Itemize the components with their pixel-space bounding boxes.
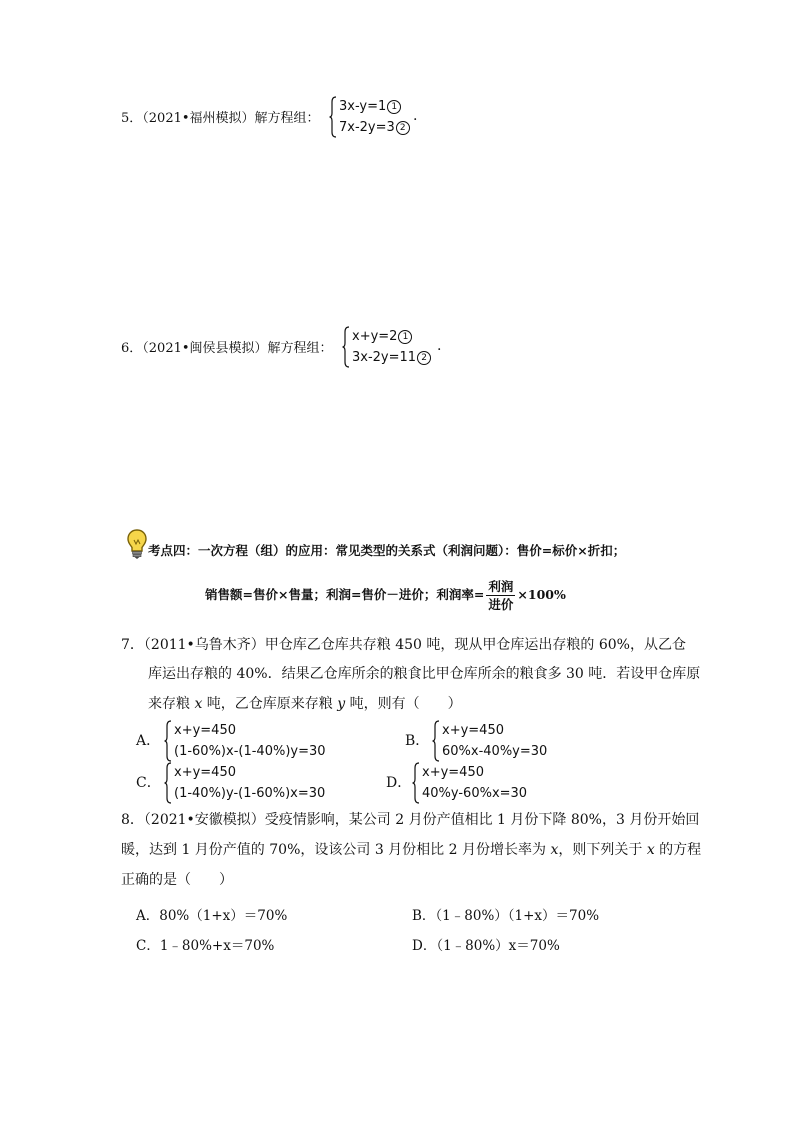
q8-option-a[interactable]: A．80%（1+x）＝70%	[136, 908, 288, 924]
q5-system	[329, 96, 410, 138]
q8-line3: 正确的是（ ）	[121, 872, 233, 888]
q7-option-d[interactable]	[412, 762, 527, 804]
q5-eq2: 7x-2y=3 2	[339, 117, 410, 138]
q6-end: .	[437, 338, 442, 354]
q7-a-eq2: (1-60%)x-(1-40%)y=30	[174, 744, 326, 759]
q8-option-b[interactable]: B．（1﹣80%）（1+x）＝70%	[412, 908, 600, 924]
q7-d-eq1: x+y=450	[422, 765, 484, 780]
q7-option-a[interactable]	[164, 720, 336, 762]
q7-c-eq2: (1-40%)y-(1-60%)x=30	[174, 786, 326, 801]
q6-eq1: x+y=2 1	[352, 326, 431, 347]
q6-eq2: 3x-2y=11 2	[352, 347, 431, 368]
q5-end: .	[413, 108, 418, 124]
lightbulb-icon	[126, 528, 148, 560]
q7-option-d-label[interactable]: D．	[386, 775, 412, 791]
q7-option-c[interactable]	[164, 762, 336, 804]
q7-b-eq1: x+y=450	[442, 723, 504, 738]
q7-option-b-label[interactable]: B．	[405, 733, 430, 749]
q7-c-eq1: x+y=450	[174, 765, 236, 780]
q7-line1: 7．（2011•乌鲁木齐）甲仓库乙仓库共存粮 450 吨，现从甲仓库运出存粮的 60%，从乙仓	[121, 637, 686, 653]
q8-line2: 暖，达到 1 月份产值的 70%，设该公司 3 月份相比 2 月份增长率为 x，则下列关于 x 的方程	[121, 842, 702, 858]
circled-number-icon: 2	[417, 351, 431, 365]
q7-line3: 来存粮 x 吨，乙仓库原来存粮 y 吨，则有（ ）	[148, 696, 462, 712]
brace-icon	[329, 96, 337, 138]
q7-option-c-label[interactable]: C．	[136, 775, 161, 791]
q7-line2: 库运出存粮的 40%．结果乙仓库所余的粮食比甲仓库所余的粮食多 30 吨．若设甲仓库原	[148, 666, 701, 682]
q6-number: 6．	[121, 341, 143, 356]
q6-instruction: 解方程组：	[267, 341, 333, 356]
circled-number-icon: 1	[398, 330, 412, 344]
kaodian-line1: 考点四：一次方程（组）的应用：常见类型的关系式（利润问题）：售价=标价×折扣；	[148, 543, 626, 558]
q7-b-eq2: 60%x-40%y=30	[442, 744, 548, 759]
q6-source: （2021•闽侯县模拟）	[142, 341, 268, 356]
q7-a-eq1: x+y=450	[174, 723, 236, 738]
circled-number-icon: 1	[387, 100, 401, 114]
brace-icon	[412, 762, 420, 804]
q6-stem	[121, 337, 333, 356]
brace-icon	[432, 720, 440, 762]
q5-source: （2021•福州模拟）	[142, 111, 255, 126]
brace-icon	[164, 720, 172, 762]
circled-number-icon: 2	[396, 121, 410, 135]
kaodian-line2: 销售额=售价×售量；利润=售价－进价；利润率= $\frac{\text{利润}}{\text{进价}}$ ×100%	[205, 579, 566, 612]
q5-eq1: 3x-y=1 1	[339, 96, 410, 117]
profit-rate-fraction: $\frac{\text{利润}}{\text{进价}}$	[488, 579, 514, 612]
q5-stem	[121, 107, 320, 126]
q7-d-eq2: 40%y-60%x=30	[422, 786, 528, 801]
q6-system	[342, 326, 431, 368]
q8-option-d[interactable]: D．（1﹣80%）x＝70%	[412, 938, 560, 954]
q8-line1: 8．（2021•安徽模拟）受疫情影响，某公司 2 月份产值相比 1 月份下降 80%，3 月份开始回	[121, 812, 700, 828]
brace-icon	[342, 326, 350, 368]
q7-option-b[interactable]	[432, 720, 547, 762]
q5-number: 5．	[121, 111, 143, 126]
q7-option-a-label[interactable]: A．	[136, 733, 161, 749]
brace-icon	[164, 762, 172, 804]
q5-instruction: 解方程组：	[254, 111, 320, 126]
q8-option-c[interactable]: C．1﹣80%+x＝70%	[136, 938, 275, 954]
